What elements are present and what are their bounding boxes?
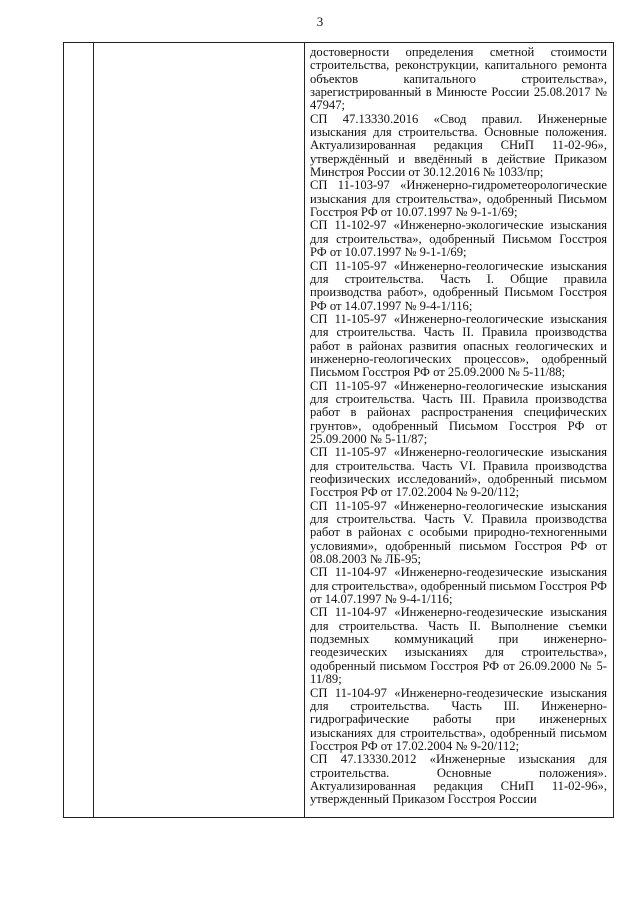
regulation-entry: СП 11-105-97 «Инженерно-геологические изыскания для строительства. Часть VI. Правила производства геофизических исследований», одобренный письмом Госстроя РФ от 17.02.2004 № 9-20/112; [310,445,607,500]
regulation-entry: СП 11-105-97 «Инженерно-геологические изыскания для строительства. Часть III. Правила производства работ в районах распространения специфических грунтов», одобренный Письмом Госстроя РФ от 25.09.2000 № 5-11/87; [310,378,607,446]
regulation-entry: СП 11-104-97 «Инженерно-геодезические изыскания для строительства. Часть II. Выполнение съемки подземных коммуникаций при инженерно-геодезических изысканиях для строительства», одобренный письмом Госстроя РФ от 26.09.2000 № 5-11/89; [310,605,607,687]
column-divider-2 [304,43,305,817]
regulation-entry: СП 11-105-97 «Инженерно-геологические изыскания для строительства. Часть II. Правила производства работ в районах развития опасных геологических и инженерно-геологических процессов», одобренный Письмом Госстроя РФ от 25.09.2000 № 5-11/88; [310,311,607,380]
regulation-entry: достоверности определения сметной стоимости строительства, реконструкции, капитального ремонта объектов капитального строительства», зарегистрированный в Минюсте России 25.08.2017 № 47947; [310,45,607,113]
document-table [63,42,614,818]
regulation-entry: СП 11-105-97 «Инженерно-геологические изыскания для строительства. Часть V. Правила производства работ в районах с особыми природно-техногенными условиями», одобренный письмом Госстроя РФ от 08.08.2003 № ЛБ-95; [310,498,607,567]
regulation-entry: СП 11-105-97 «Инженерно-геологические изыскания для строительства. Часть I. Общие правила производства работ», одобренный Письмом Госстроя РФ от 14.07.1997 № 9-4-1/116; [310,258,607,313]
regulation-entry: СП 11-102-97 «Инженерно-экологические изыскания для строительства», одобренный Письмом Госстроя РФ от 10.07.1997 № 9-1-1/69; [310,218,607,260]
regulation-entry: СП 11-104-97 «Инженерно-геодезические изыскания для строительства», одобренный письмом Госстроя РФ от 14.07.1997 № 9-4-1/116; [310,565,607,607]
regulation-entry: СП 11-104-97 «Инженерно-геодезические изыскания для строительства. Часть III. Инженерно-гидрографические работы при инженерных изысканиях для строительства», одобренный письмом Госстроя РФ от 17.02.2004 № 9-20/112; [310,685,607,753]
page-number: 3 [316,14,324,29]
regulation-entry: СП 47.13330.2012 «Инженерные изыскания для строительства. Основные положения». Актуализированная редакция СНиП 11-02-96», утвержденный Приказом Госстроя России [310,752,607,807]
regulation-entry: СП 47.13330.2016 «Свод правил. Инженерные изыскания для строительства. Основные положения. Актуализированная редакция СНиП 11-02-96», утверждённый и введённый в действие Приказом Минстроя России от 30.12.2016 № 1033/пр; [310,111,607,180]
regulations-cell [310,46,607,807]
column-divider-1 [93,43,94,817]
regulation-entry: СП 11-103-97 «Инженерно-гидрометеорологические изыскания для строительства», одобренный Письмом Госстроя РФ от 10.07.1997 № 9-1-1/69; [310,178,607,220]
